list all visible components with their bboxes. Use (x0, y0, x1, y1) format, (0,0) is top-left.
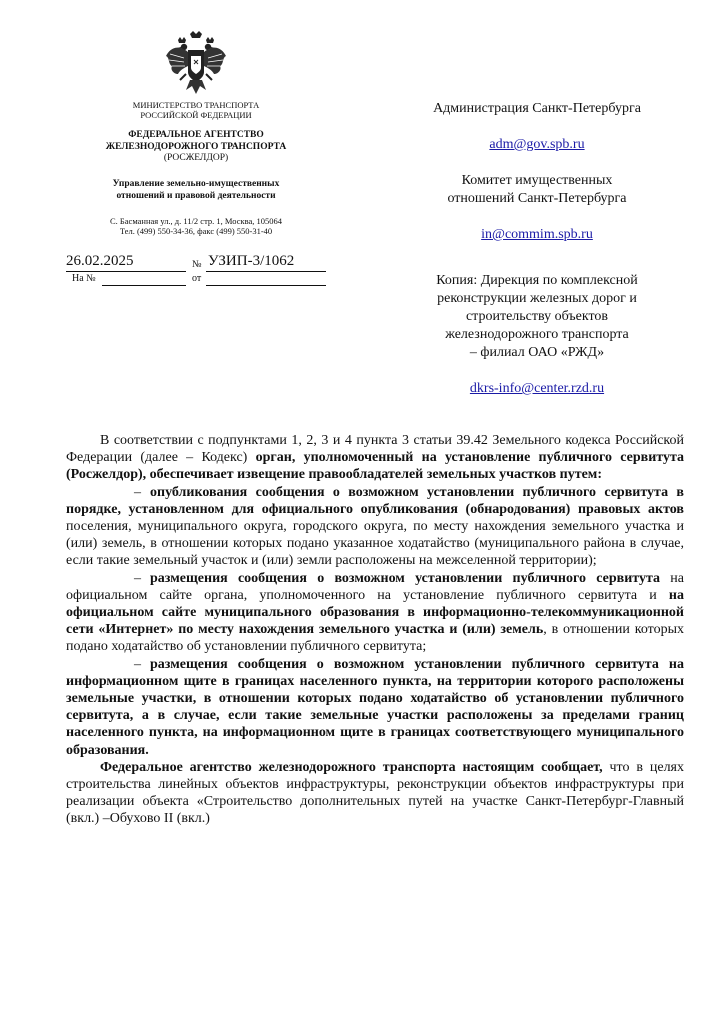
number-label: № (192, 259, 202, 270)
paragraph-intro: В соответствии с подпунктами 1, 2, 3 и 4 пункта 3 статьи 39.42 Земельного кодекса Российской Федерации (далее – Кодекс) орган, уполномоченный на установление публичного сервитута (Росжелдор), обеспечивает извещение правообладателей земельных участков путем: (66, 433, 685, 483)
list-dash: – (134, 570, 141, 586)
department-name: Управление земельно-имущественных отношений и правовой деятельности (112, 179, 280, 201)
addressee-copy: Копия: Дирекция по комплексной реконструкции железных дорог и строительству объектов железнодорожного транспорта – филиал ОАО «РЖД» (436, 273, 638, 360)
addressee-admin: Администрация Санкт-Петербурга (433, 101, 641, 116)
number-underline (206, 271, 326, 272)
reference-line (66, 273, 328, 287)
committee-email-link[interactable]: in@commim.spb.ru (481, 227, 593, 242)
list-dash: – (134, 484, 141, 500)
date-underline (66, 271, 186, 272)
list-item-publication: – опубликования сообщения о возможном установлении публичного сервитута в порядке, установленном для официального опубликования (обнародования) правовых актов поселения, муниципального округа, городского округа, по месту нахождения земельного участка и (или) земель, в отношении которых подано указанное ходатайство (муниципального района в случае, если такие земельный участок и (или) земли расположены на межселенной территории); (66, 484, 684, 569)
addressee-committee: Комитет имущественных отношений Санкт-Петербурга (447, 173, 627, 206)
reference-number-label: На № (72, 273, 96, 284)
reference-date-blank (206, 285, 326, 286)
double-headed-eagle-emblem-icon (164, 30, 228, 96)
admin-email-link[interactable]: adm@gov.spb.ru (489, 137, 585, 152)
letter-body (66, 432, 684, 828)
addressee-block (404, 100, 670, 398)
list-item-website: – размещения сообщения о возможном установлении публичного сервитута на официальном сайте органа, уполномоченного на установление публичного сервитута и на официальном сайте муниципального образования в информационно-телекоммуникационной сети «Интернет» по месту нахождения земельного участка и (или) земель, в отношении которых подано ходатайство об установлении публичного сервитута; (66, 570, 684, 655)
registration-number: УЗИП-3/1062 (208, 253, 295, 269)
ministry-name: МИНИСТЕРСТВО ТРАНСПОРТА РОССИЙСКОЙ ФЕДЕРАЦИИ (132, 100, 260, 120)
sender-address: С. Басманная ул., д. 11/2 стр. 1, Москва, 105064 Тел. (499) 550-34-36, факс (499) 550-31-40 (109, 216, 283, 236)
copy-email-link[interactable]: dkrs-info@center.rzd.ru (469, 381, 605, 396)
reference-date-label: от (192, 273, 202, 284)
sender-header (60, 30, 332, 236)
reference-number-blank (102, 285, 186, 286)
list-item-board: – размещения сообщения о возможном установлении публичного сервитута на информационном щите в границах населенного пункта, на территории которого расположены земельные участки, в отношении которых подано ходатайство об установлении публичного сервитута, а в случае, если такие земельные участки расположены за пределами границ населенного пункта, на информационном щите в границах соответствующего муниципального образования. (66, 656, 684, 758)
agency-name: ФЕДЕРАЛЬНОЕ АГЕНТСТВО ЖЕЛЕЗНОДОРОЖНОГО ТРАНСПОРТА (РОСЖЕЛДОР) (60, 130, 332, 164)
agency-short-name: (РОСЖЕЛДОР) (163, 153, 229, 163)
registration-date: 26.02.2025 (66, 253, 134, 269)
registration-line (66, 250, 328, 272)
list-dash: – (134, 656, 141, 672)
paragraph-notice: Федеральное агентство железнодорожного транспорта настоящим сообщает, что в целях строительства линейных объектов инфраструктуры, реконструкции объектов инфраструктуры при реализации объекта «Строительство дополнительных путей на участке Санкт-Петербург-Главный (вкл.) –Обухово II (вкл.) (66, 759, 684, 827)
